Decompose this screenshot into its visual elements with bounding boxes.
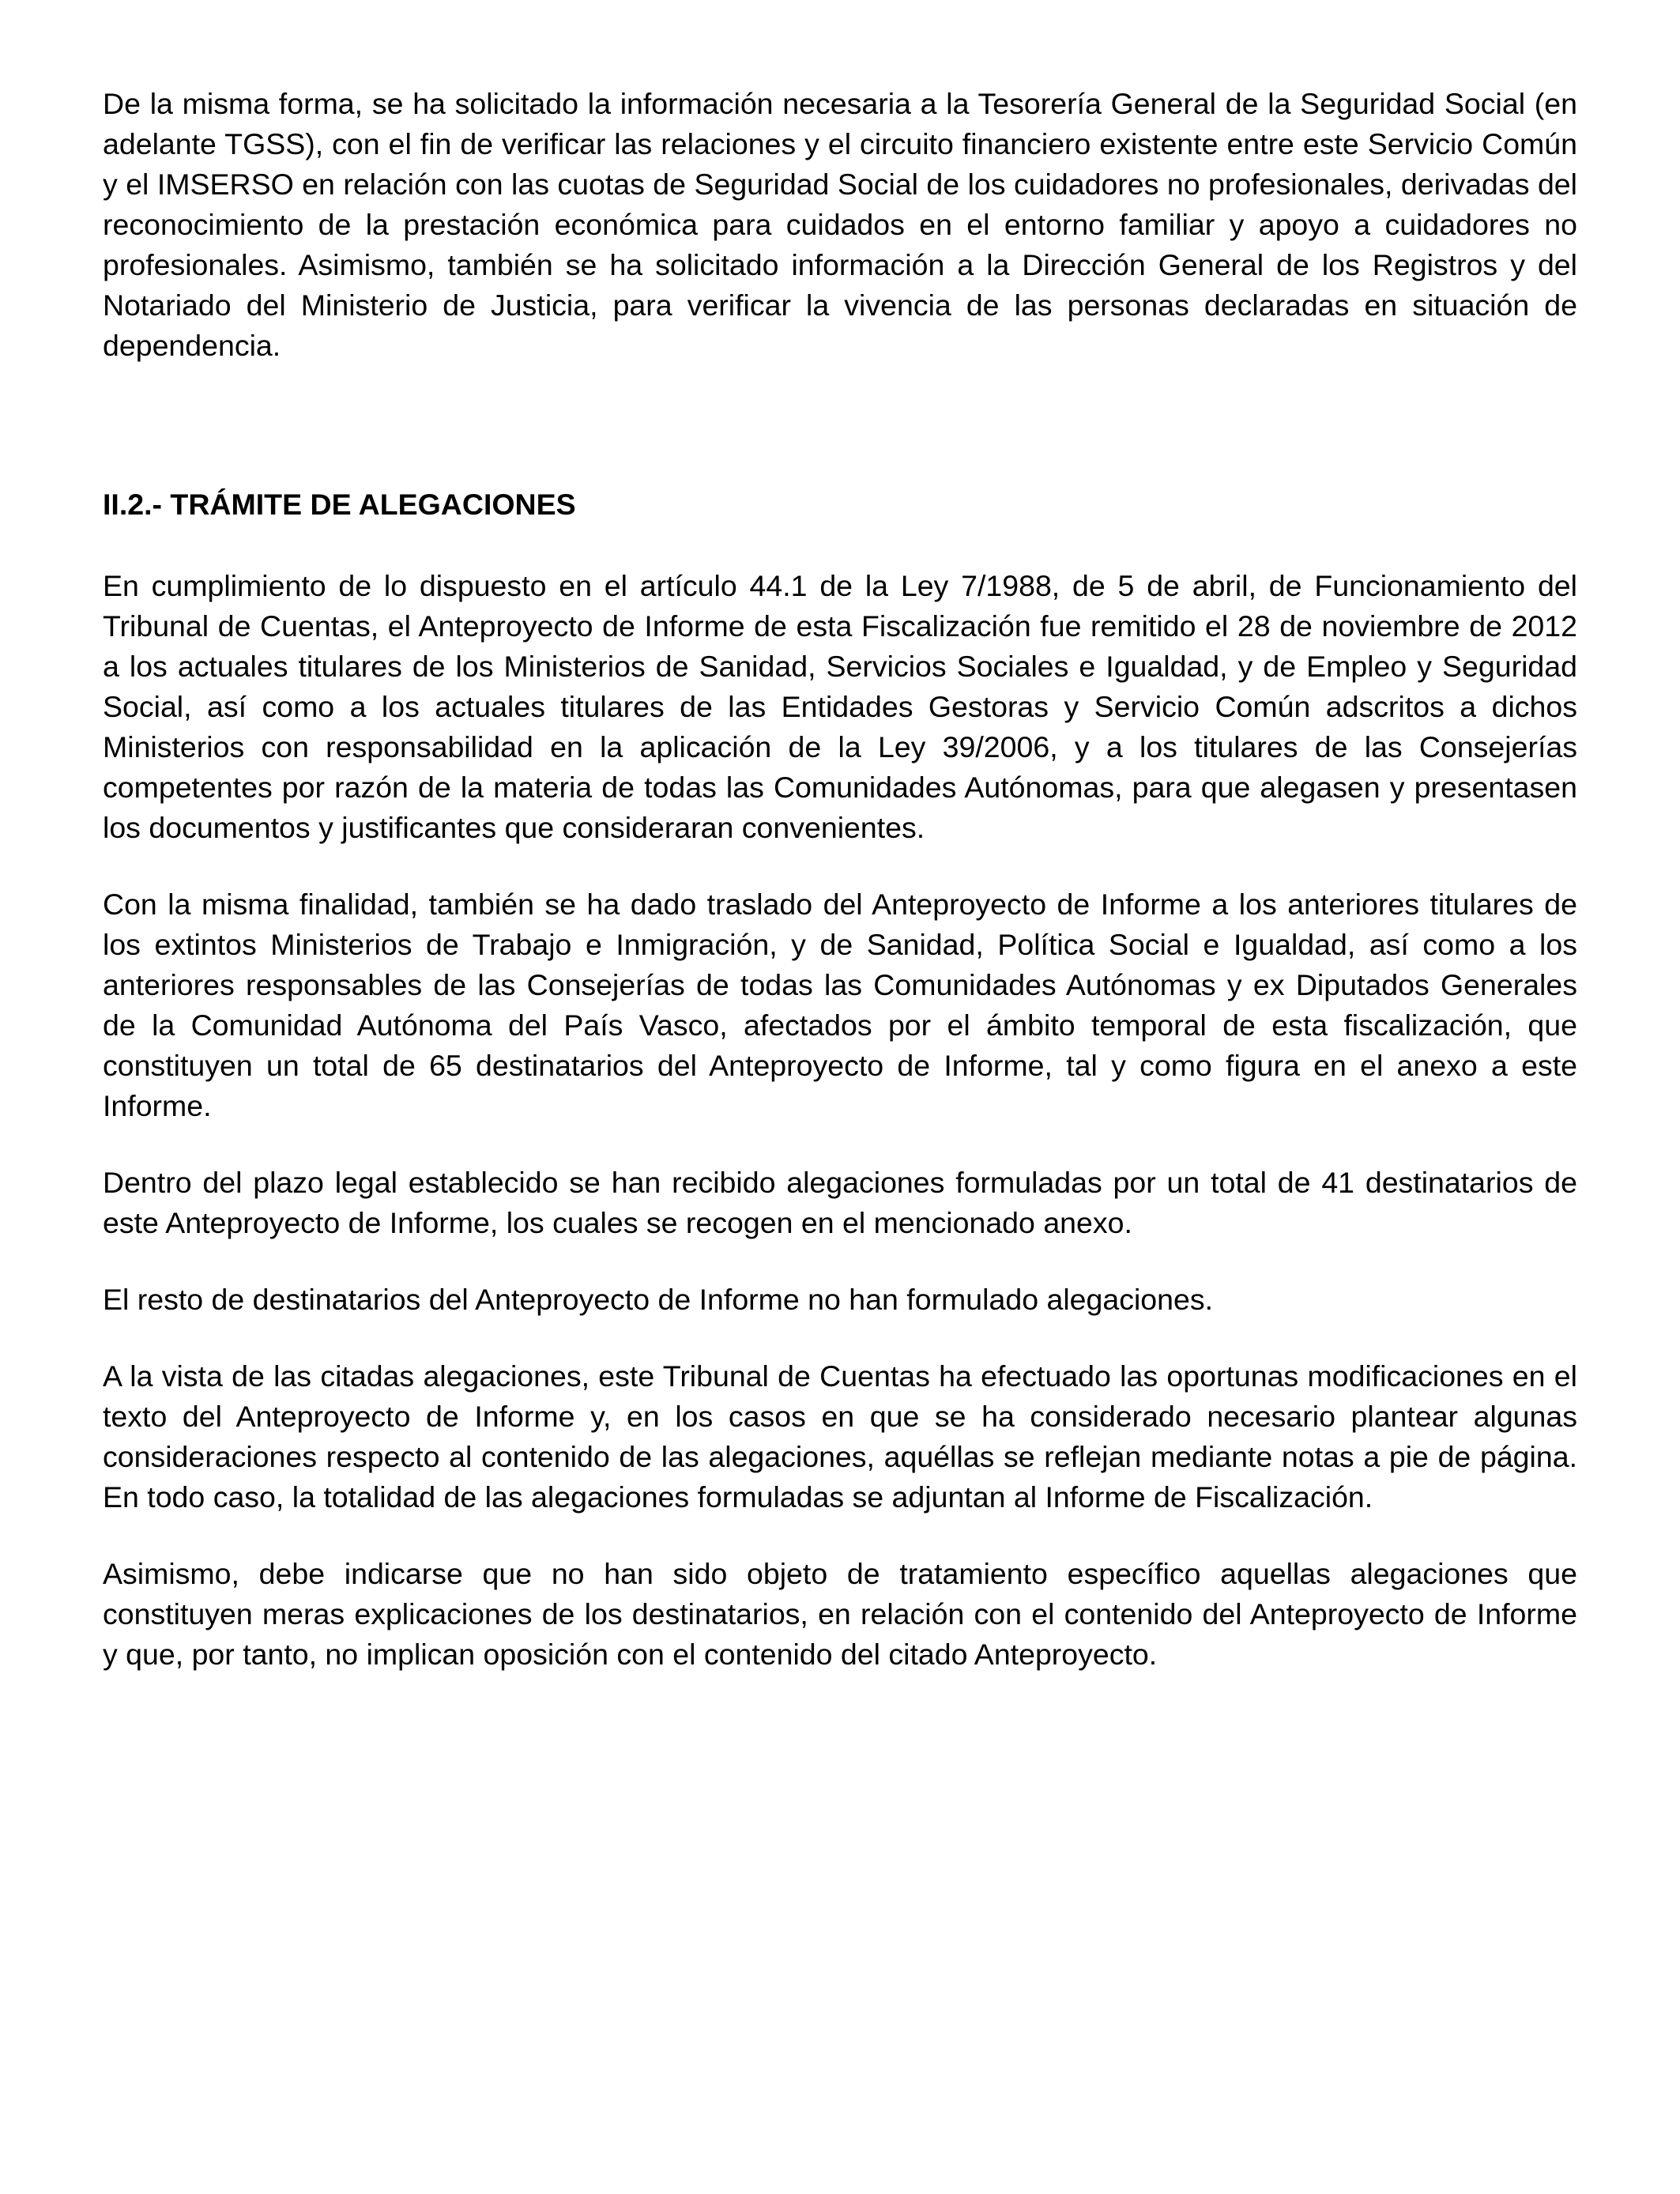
paragraph-prior-recipients: Con la misma finalidad, también se ha dado traslado del Anteproyecto de Informe a los anteriores titulares de los extintos Ministerios de Trabajo e Inmigración, y de Sanidad, Política Social e Igualdad, así como a los anteriores responsables de las Consejerías de todas las Comunidades Autónomas y ex Diputados Generales de la Comunidad Autónoma del País Vasco, afectados por el ámbito temporal de esta fiscalización, que constituyen un total de 65 destinatarios del Anteproyecto de Informe, tal y como figura en el anexo a este Informe. <box>103 888 1577 1122</box>
paragraph-not-treated: Asimismo, debe indicarse que no han sido objeto de tratamiento específico aquellas alegaciones que constituyen meras explicaciones de los destinatarios, en relación con el contenido del Anteproyecto de Informe y que, por tanto, no implican oposición con el contenido del citado Anteproyecto. <box>103 1557 1577 1671</box>
paragraph-verification-requests: De la misma forma, se ha solicitado la información necesaria a la Tesorería General de la Seguridad Social (en adelante TGSS), con el fin de verificar las relaciones y el circuito financiero existente entre este Servicio Común y el IMSERSO en relación con las cuotas de Seguridad Social de los cuidadores no profesionales, derivadas del reconocimiento de la prestación económica para cuidados en el entorno familiar y apoyo a cuidadores no profesionales. Asimismo, también se ha solicitado información a la Dirección General de los Registros y del Notariado del Ministerio de Justicia, para verificar la vivencia de las personas declaradas en situación de dependencia. <box>103 87 1577 362</box>
paragraph-legal-compliance: En cumplimiento de lo dispuesto en el artículo 44.1 de la Ley 7/1988, de 5 de abril, de Funcionamiento del Tribunal de Cuentas, el Anteproyecto de Informe de esta Fiscalización fue remitido el 28 de noviembre de 2012 a los actuales titulares de los Ministerios de Sanidad, Servicios Sociales e Igualdad, y de Empleo y Seguridad Social, así como a los actuales titulares de las Entidades Gestoras y Servicio Común adscritos a dichos Ministerios con responsabilidad en la aplicación de la Ley 39/2006, y a los titulares de las Consejerías competentes por razón de la materia de todas las Comunidades Autónomas, para que alegasen y presentasen los documentos y justificantes que consideraran convenientes. <box>103 569 1577 844</box>
paragraph-modifications: A la vista de las citadas alegaciones, este Tribunal de Cuentas ha efectuado las oportunas modificaciones en el texto del Anteproyecto de Informe y, en los casos en que se ha considerado necesario plantear algunas consideraciones respecto al contenido de las alegaciones, aquéllas se reflejan mediante notas a pie de página. En todo caso, la totalidad de las alegaciones formuladas se adjuntan al Informe de Fiscalización. <box>103 1359 1577 1514</box>
paragraph-remaining-recipients: El resto de destinatarios del Anteproyecto de Informe no han formulado alegaciones. <box>103 1283 1214 1316</box>
paragraph-received-allegations: Dentro del plazo legal establecido se han recibido alegaciones formuladas por un total de 41 destinatarios de este Anteproyecto de Informe, los cuales se recogen en el mencionado anexo. <box>103 1166 1577 1239</box>
document-page <box>103 84 1577 1675</box>
section-heading: II.2.- TRÁMITE DE ALEGACIONES <box>103 488 576 521</box>
